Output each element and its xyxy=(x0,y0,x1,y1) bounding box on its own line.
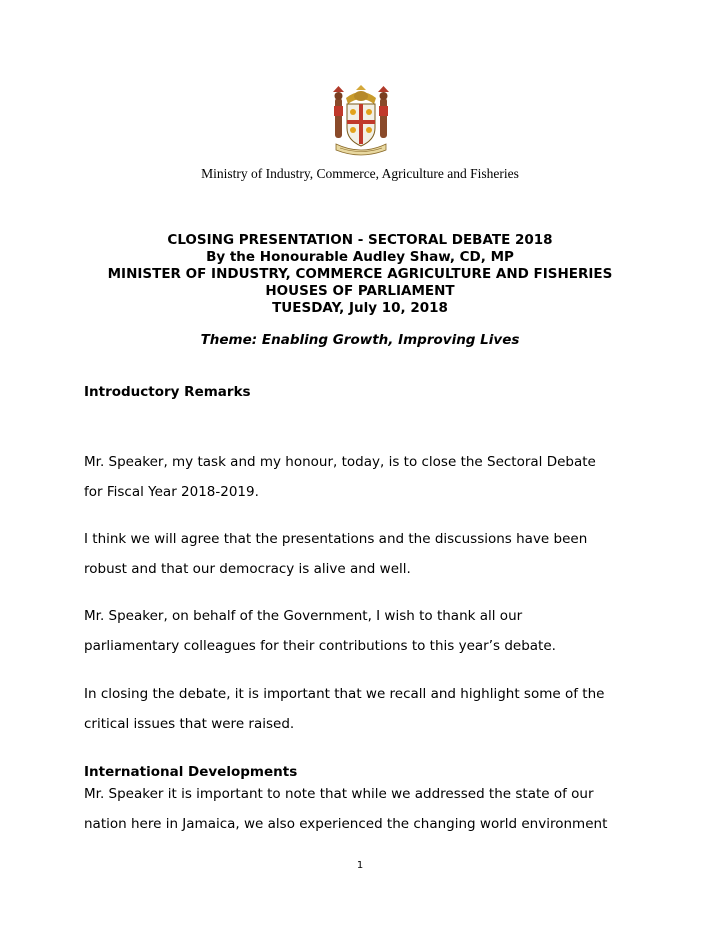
speaker-line: By the Honourable Audley Shaw, CD, MP xyxy=(206,249,514,265)
paragraph-line: parliamentary colleagues for their contributions to this year’s debate. xyxy=(84,638,556,654)
paragraph-line: Mr. Speaker, on behalf of the Government, I wish to thank all our xyxy=(84,608,523,624)
paragraph-line: Mr. Speaker it is important to note that while we addressed the state of our xyxy=(84,786,594,802)
paragraph-line: robust and that our democracy is alive and well. xyxy=(84,561,411,577)
paragraph xyxy=(84,679,644,739)
section-heading-intro: Introductory Remarks xyxy=(84,384,251,400)
page-number: 1 xyxy=(356,860,364,871)
paragraph-line: In closing the debate, it is important that we recall and highlight some of the xyxy=(84,686,605,702)
coat-of-arms-icon xyxy=(330,84,392,158)
section-heading-international: International Developments xyxy=(84,764,298,780)
paragraph-line: critical issues that were raised. xyxy=(84,716,295,732)
document-title: CLOSING PRESENTATION - SECTORAL DEBATE 2018 xyxy=(167,232,553,248)
paragraph-line: nation here in Jamaica, we also experienced the changing world environment xyxy=(84,816,608,832)
venue-line: HOUSES OF PARLIAMENT xyxy=(265,283,455,299)
paragraph-line: for Fiscal Year 2018-2019. xyxy=(84,484,259,500)
paragraph-line: Mr. Speaker, my task and my honour, today, is to close the Sectoral Debate xyxy=(84,454,596,470)
ministry-name: Ministry of Industry, Commerce, Agriculture and Fisheries xyxy=(201,166,519,181)
paragraph xyxy=(84,524,644,584)
paragraph xyxy=(84,601,644,661)
date-line: TUESDAY, July 10, 2018 xyxy=(272,300,448,316)
paragraph xyxy=(84,779,644,839)
theme-line: Theme: Enabling Growth, Improving Lives xyxy=(200,332,520,348)
paragraph xyxy=(84,447,644,507)
minister-title: MINISTER OF INDUSTRY, COMMERCE AGRICULTURE AND FISHERIES xyxy=(107,266,613,282)
paragraph-line: I think we will agree that the presentations and the discussions have been xyxy=(84,531,588,547)
